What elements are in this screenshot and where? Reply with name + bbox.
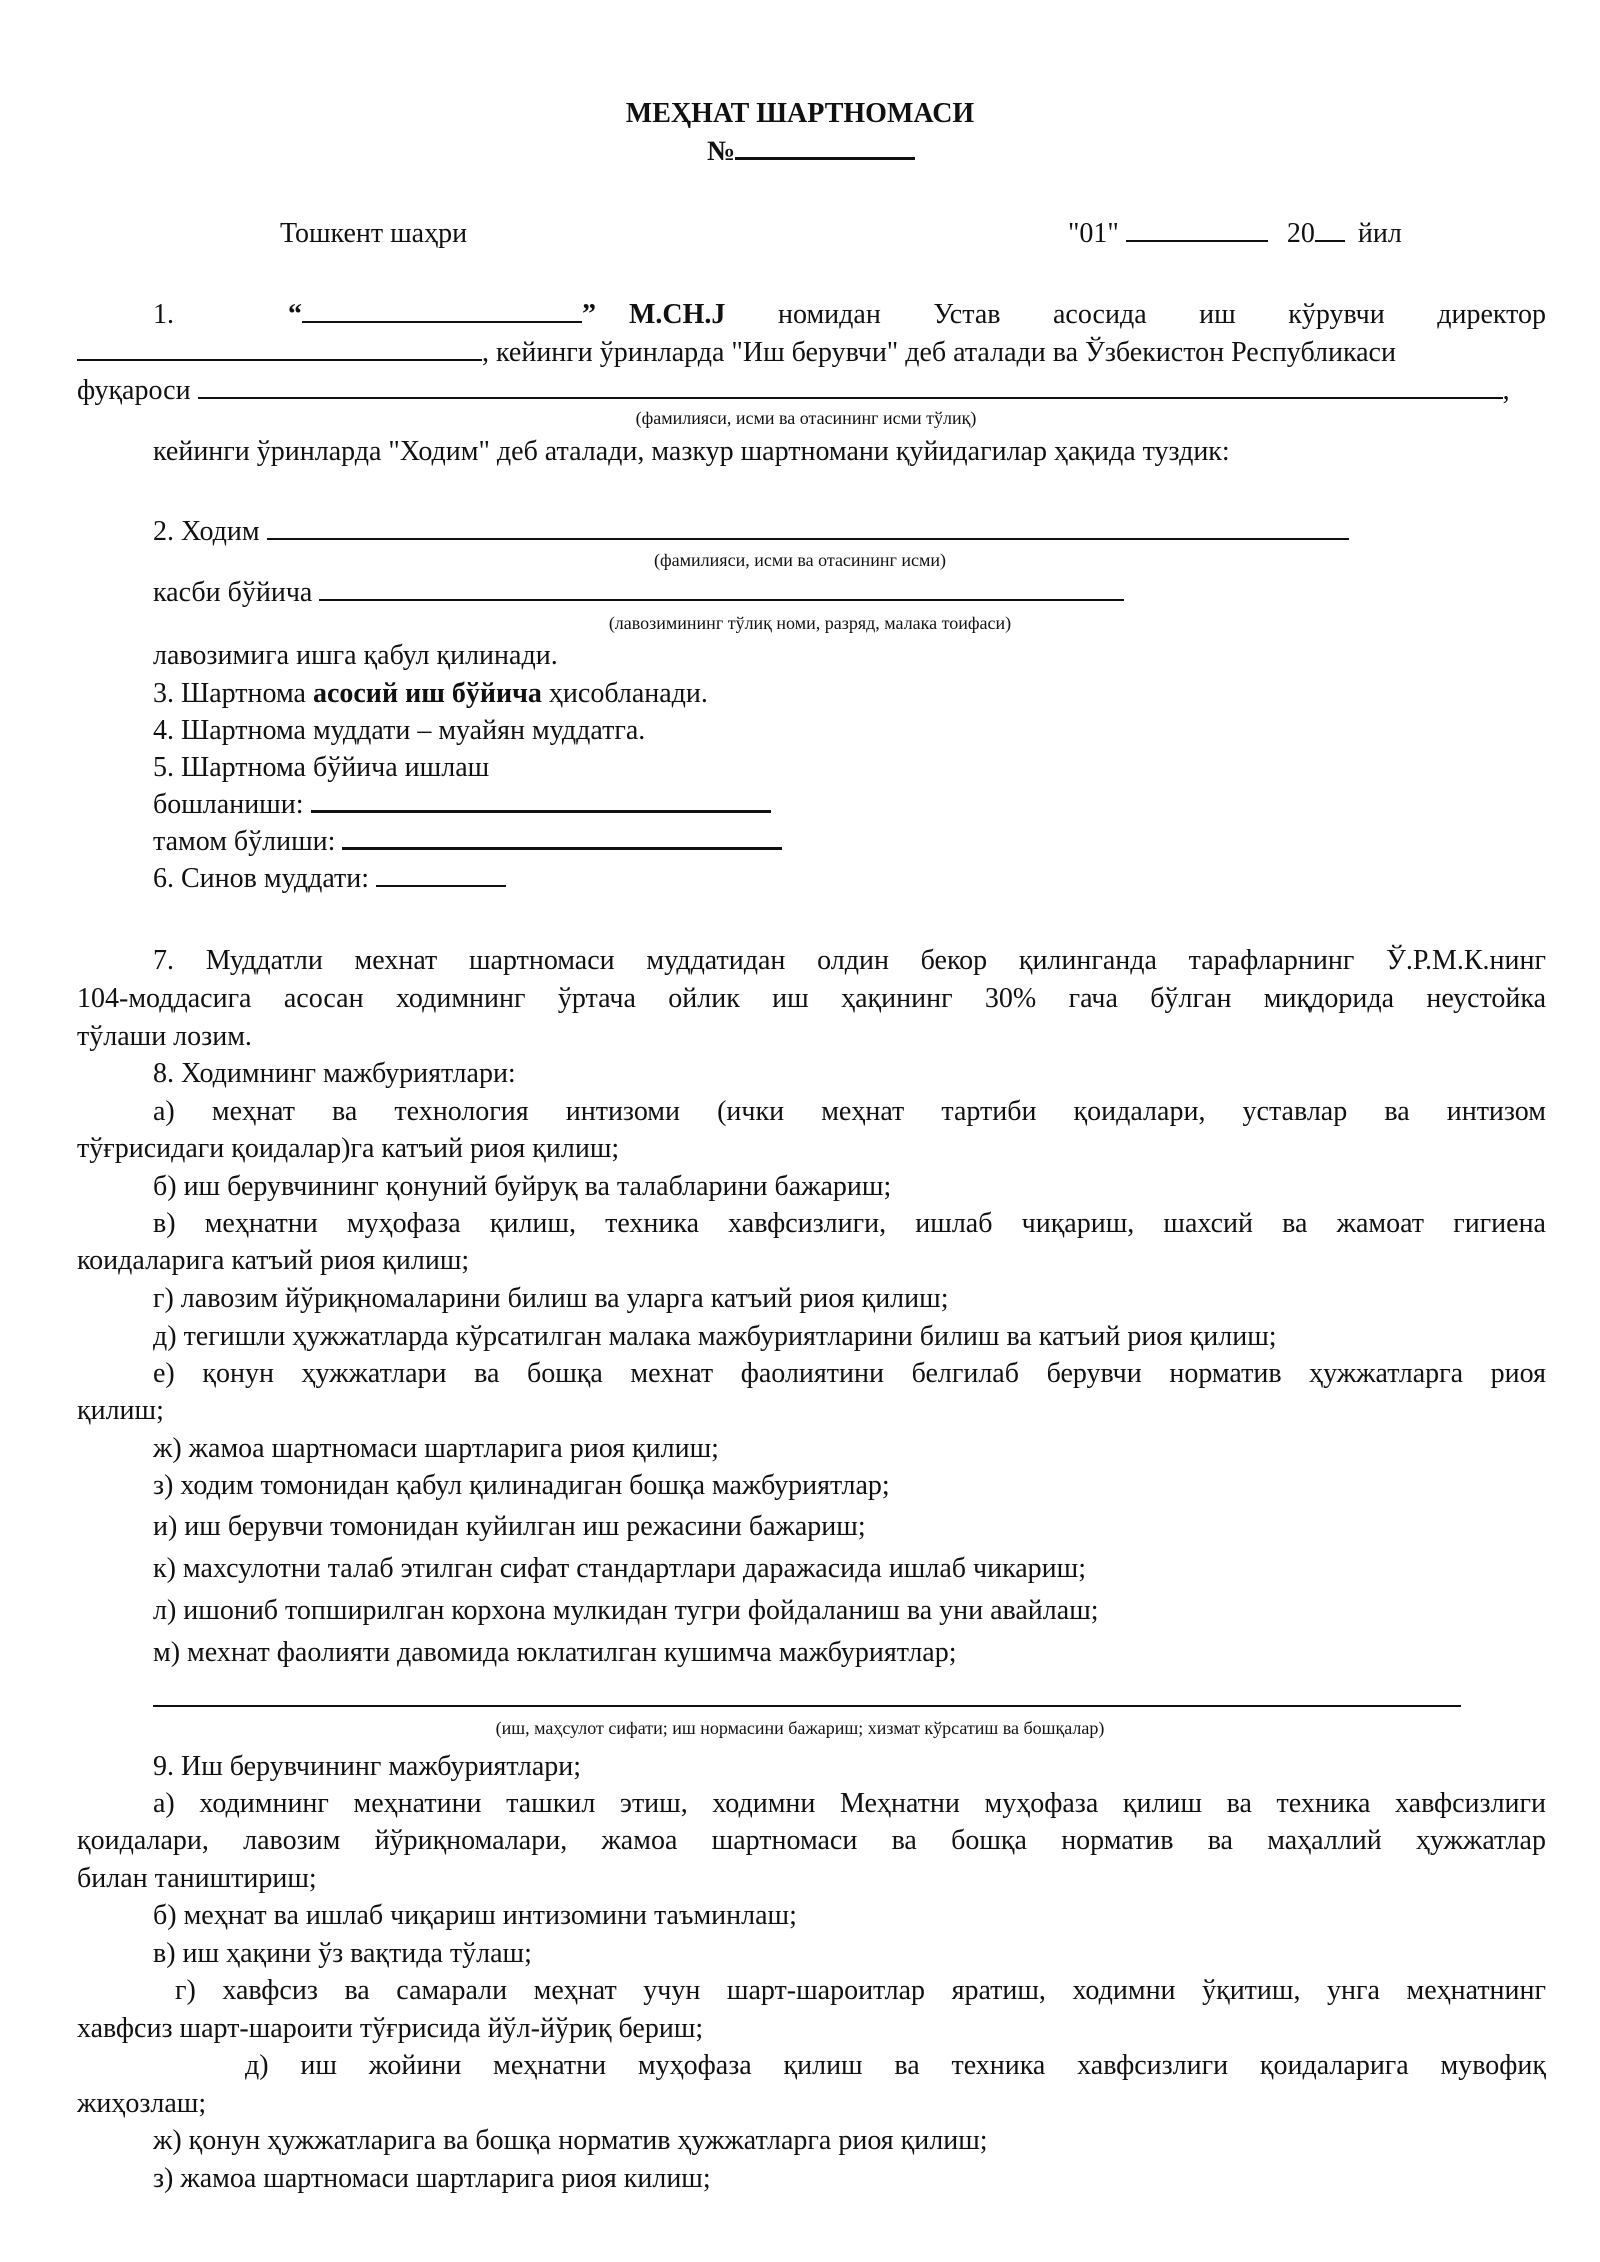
s1-line3-comma: , — [1502, 375, 1510, 406]
number-label: № — [707, 136, 736, 167]
s6-label: 6. Синов муддати: — [153, 863, 370, 894]
s9-d-line2: жиҳозлаш; — [77, 2088, 207, 2119]
director-name-blank[interactable] — [77, 335, 482, 361]
s8-b: б) иш берувчининг қонуний буйруқ ва талабларини бажариш; — [153, 1171, 892, 1202]
s8-title: 8. Ходимнинг мажбуриятлари: — [153, 1058, 516, 1089]
s9-d-line1: д) иш жойини меҳнатни муҳофаза қилиш ва техника хавфсизлиги қоидаларига мувофиқ — [245, 2050, 1546, 2081]
s3-post: ҳисобланади. — [541, 678, 708, 709]
s9-b: б) меҳнат ва ишлаб чиқариш интизомини таъминлаш; — [153, 1900, 797, 1931]
s8-g: г) лавозим йўриқномаларини билиш ва уларга катъий риоя қилиш; — [153, 1283, 949, 1314]
s2-caption1: (фамилияси, исми ва отасининг исми) — [654, 550, 946, 570]
s1-line4: кейинги ўринларда "Ходим" деб аталади, мазкур шартномани қуйидагилар ҳақида туздик: — [153, 436, 1230, 467]
s8-extra-duties-blank[interactable] — [153, 1705, 1461, 1707]
profession-blank[interactable] — [319, 575, 1124, 601]
end-date-blank[interactable] — [342, 823, 782, 850]
s8-zh: ж) жамоа шартномаси шартларига риоя қилиш; — [153, 1433, 719, 1464]
date-month-blank[interactable] — [1126, 216, 1268, 242]
date-year-blank[interactable] — [1315, 216, 1345, 242]
s6-line — [153, 860, 506, 897]
company-name-blank[interactable] — [302, 297, 582, 323]
s1-line2-rest: , кейинги ўринларда "Иш берувчи" деб аталади ва Ўзбекистон Республикаси — [482, 337, 1396, 368]
s1-quote-close: ” — [582, 299, 596, 330]
contract-date — [1068, 215, 1402, 252]
s5-start-line — [153, 786, 771, 823]
s9-v: в) иш ҳақини ўз вақтида тўлаш; — [153, 1938, 532, 1969]
s3-bold: асосий иш бўйича — [312, 678, 542, 709]
s7-line1: 7. Муддатли мехнат шартномаси муддатидан олдин бекор қилинганда тарафларнинг Ў.Р.М.К.нинг — [153, 945, 1546, 976]
s2-prof-label: касби бўйича — [153, 577, 313, 608]
s9-title: 9. Иш берувчининг мажбуриятлари; — [153, 1751, 582, 1782]
city: Тошкент шаҳри — [280, 218, 468, 249]
s8-l: л) ишониб топширилган корхона мулкидан тугри фойдаланиш ва уни авайлаш; — [153, 1595, 1099, 1626]
s1-quote-open: “ — [288, 299, 302, 330]
s1-line1-rest: номидан Устав асосида иш кўрувчи директор — [778, 299, 1546, 330]
s9-z: з) жамоа шартномаси шартларига риоя килиш; — [153, 2163, 711, 2194]
s8-d: д) тегишли ҳужжатларда кўрсатилган малака мажбуриятларини билиш ва катъий риоя қилиш; — [153, 1321, 1277, 1352]
s8-z: з) ходим томонидан қабул қилинадиган бошқа мажбуриятлар; — [153, 1470, 890, 1501]
s8-k: к) махсулотни талаб этилган сифат стандартлари даражасида ишлаб чикариш; — [153, 1553, 1087, 1584]
s2-line-after: лавозимига ишга қабул қилинади. — [153, 640, 558, 671]
employee-name-blank[interactable] — [267, 514, 1349, 540]
document-number — [707, 133, 915, 170]
s1-line3 — [77, 372, 1510, 409]
s9-g-line2: хавфсиз шарт-шароити тўғрисида йўл-йўриқ бериш; — [77, 2013, 704, 2044]
s9-g-line1: г) хавфсиз ва самарали меҳнат учун шарт-шароитлар яратиш, ходимни ўқитиш, унга меҳнатнинг — [175, 1975, 1546, 2006]
s4-line: 4. Шартнома муддати – муайян муддатга. — [153, 715, 646, 746]
s8-m: м) мехнат фаолияти давомида юклатилган кушимча мажбуриятлар; — [153, 1637, 957, 1668]
s3-line — [153, 675, 708, 712]
s1-citizen-label: фуқароси — [77, 375, 191, 406]
s5-end-label: тамом бўлиши: — [153, 826, 336, 857]
start-date-blank[interactable] — [311, 786, 771, 813]
s1-line2 — [77, 334, 1396, 371]
document-title: МЕҲНАТ ШАРТНОМАСИ — [625, 98, 975, 129]
s8-a-line2: тўғрисидаги қоидалар)га катъий риоя қилиш; — [77, 1133, 620, 1164]
s1-company — [288, 296, 596, 333]
s8-caption: (иш, маҳсулот сифати; иш нормасини бажариш; хизмат кўрсатиш ва бошқалар) — [495, 1718, 1105, 1738]
s8-v-line1: в) меҳнатни муҳофаза қилиш, техника хавфсизлиги, ишлаб чиқариш, шахсий ва жамоат гигиена — [153, 1208, 1546, 1239]
s3-pre: 3. Шартнома — [153, 678, 313, 709]
s2-line — [153, 513, 1349, 550]
s7-line2: 104-моддасига асосан ходимнинг ўртача ойлик иш ҳақининг 30% гача бўлган миқдорида неустойка — [77, 983, 1546, 1014]
s8-i: и) иш берувчи томонидан куйилган иш режасини бажариш; — [153, 1511, 866, 1542]
s9-a-line2: қоидалари, лавозим йўриқномалари, жамоа шартномаси ва бошқа норматив ва маҳаллий ҳужжатлар — [77, 1825, 1546, 1856]
s1-company-type: M.CH.J — [629, 299, 726, 330]
s8-e-line2: қилиш; — [77, 1395, 164, 1426]
s9-zh: ж) қонун ҳужжатларига ва бошқа норматив ҳужжатларга риоя қилиш; — [153, 2125, 988, 2156]
s2-label: 2. Ходим — [153, 516, 260, 547]
s9-a-line1: а) ходимнинг меҳнатини ташкил этиш, ходимни Меҳнатни муҳофаза қилиш ва техника хавфсизлиги — [153, 1788, 1546, 1819]
date-year-prefix: 20 — [1286, 218, 1315, 249]
s8-v-line2: коидаларига катъий риоя қилиш; — [77, 1245, 470, 1276]
s2-caption2: (лавозимининг тўлиқ номи, разряд, малака тоифаси) — [608, 613, 1012, 633]
probation-blank[interactable] — [376, 861, 506, 887]
s1-number: 1. — [153, 299, 174, 330]
date-day: "01" — [1068, 218, 1119, 249]
s5-end-line — [153, 823, 782, 860]
s8-a-line1: а) меҳнат ва технология интизоми (ички меҳнат тартиби қоидалари, уставлар ва интизом — [153, 1096, 1546, 1127]
s1-caption: (фамилияси, исми ва отасининг исми тўлиқ) — [635, 408, 977, 428]
employee-fullname-blank[interactable] — [198, 373, 1503, 399]
date-year-suffix: йил — [1357, 218, 1402, 249]
s8-e-line1: е) қонун ҳужжатлари ва бошқа мехнат фаолиятини белгилаб берувчи норматив ҳужжатларга риоя — [153, 1358, 1546, 1389]
s7-line3: тўлаши лозим. — [77, 1021, 252, 1052]
s5-start-label: бошланиши: — [153, 789, 304, 820]
s2-profession-line — [153, 574, 1124, 611]
s9-a-line3: билан таништириш; — [77, 1863, 317, 1894]
number-blank[interactable] — [735, 133, 915, 160]
s5-label: 5. Шартнома бўйича ишлаш — [153, 752, 490, 783]
